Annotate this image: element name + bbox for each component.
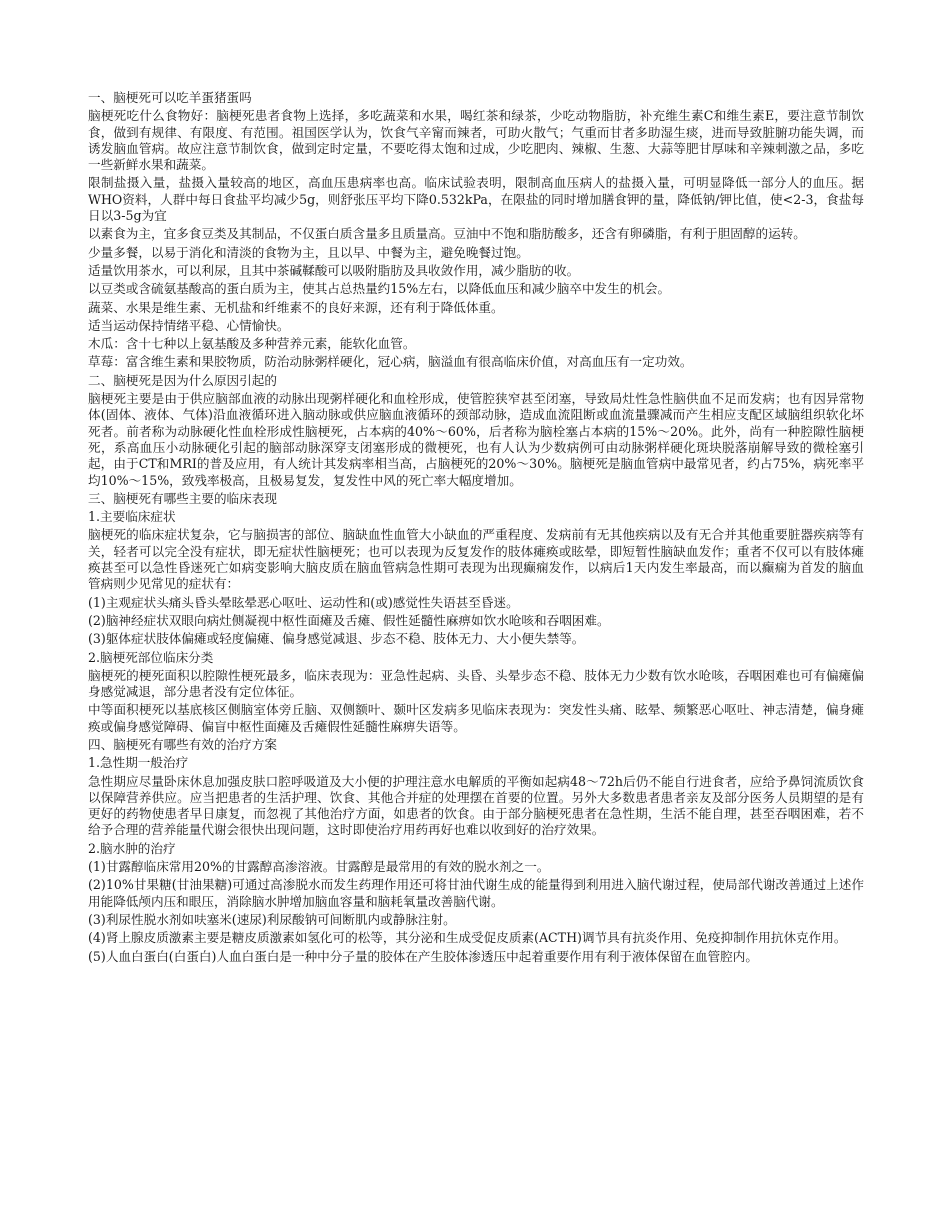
paragraph: (1)主观症状头痛头昏头晕眩晕恶心呕吐、运动性和(或)感觉性失语甚至昏迷。 [88, 594, 519, 610]
paragraph: 以素食为主，宜多食豆类及其制品，不仅蛋白质含量多且质量高。豆油中不饱和脂肪酸多，还含有卵磷脂，有利于胆固醇的运转。 [88, 226, 806, 242]
section-heading: 1.主要临床症状 [88, 509, 176, 525]
paragraph: 以豆类或含硫氨基酸高的蛋白质为主，使其占总热量约15%左右，以降低血压和减少脑卒中发生的机会。 [88, 281, 671, 297]
paragraph: 中等面积梗死以基底核区侧脑室体旁丘脑、双侧额叶、颞叶区发病多见临床表现为：突发性头痛、眩晕、频繁恶心呕吐、神志清楚，偏身瘫痪或偏身感觉障碍、偏盲中枢性面瘫及舌瘫假性延髓性麻痹失语等。 [88, 702, 864, 734]
paragraph: 脑梗死吃什么食物好：脑梗死患者食物上选择，多吃蔬菜和水果，喝红茶和绿茶，少吃动物脂肪，补充维生素C和维生素E，要注意节制饮食，做到有规律、有限度、有范围。祖国医学认为，饮食气辛甯而辣者，可助火散气；气重而甘者多助湿生痰，进而导致脏腑功能失调，而诱发脑血管病。故应注意节制饮食，做到定时定量，不要吃得太饱和过成，少吃肥肉、辣椒、生葱、大蒜等肥甘厚味和辛辣刺激之品，多吃一些新鲜水果和蔬菜。 [88, 108, 864, 173]
paragraph: 急性期应尽量卧床休息加强皮肤口腔呼吸道及大小便的护理注意水电解质的平衡如起病48～72h后仍不能自行进食者，应给予鼻饲流质饮食以保障营养供应。应当把患者的生活护理、饮食、其他合并症的处理摆在首要的位置。另外大多数患者患者亲友及部分医务人员期望的是有更好的药物使患者早日康复，而忽视了其他治疗方面，如患者的饮食。由于部分脑梗死患者在急性期，生活不能自理，甚至吞咽困难，若不给予合理的营养能量代谢会很快出现问题，这时即使治疗用药再好也难以收到好的治疗效果。 [88, 773, 864, 838]
paragraph: 脑梗死的临床症状复杂，它与脑损害的部位、脑缺血性血管大小缺血的严重程度、发病前有无其他疾病以及有无合并其他重要脏器疾病等有关，轻者可以完全没有症状，即无症状性脑梗死；也可以表现为反复发作的肢体瘫痪或眩晕，即短暂性脑缺血发作；重者不仅可以有肢体瘫痪甚至可以急性昏迷死亡如病变影响大脑皮质在脑血管病急性期可表现为出现癫痫发作，以病后1天内发生率最高，而以癫痫为首发的脑血管病则少见常见的症状有： [88, 527, 864, 592]
paragraph: 限制盐摄入量，盐摄入量较高的地区，高血压患病率也高。临床试验表明，限制高血压病人的盐摄入量，可明显降低一部分人的血压。据WHO资料，人群中每日食盐平均减少5g，则舒张压平均下降0.532kPa，在限盐的同时增加膳食钾的量，降低钠/钾比值，使<2-3，食盐每日以3-5g为宜 [88, 175, 864, 224]
paragraph: (2)10%甘果糖(甘油果糖)可通过高渗脱水而发生药理作用还可将甘油代谢生成的能量得到利用进入脑代谢过程，使局部代谢改善通过上述作用能降低颅内压和眼压，消除脑水肿增加脑血容量和脑耗氧量改善脑代谢。 [88, 877, 864, 909]
section-heading: 1.急性期一般治疗 [88, 755, 189, 771]
section-heading: 四、脑梗死有哪些有效的治疗方案 [88, 736, 277, 752]
section-heading: 三、脑梗死有哪些主要的临床表现 [88, 490, 277, 506]
section-heading: 一、脑梗死可以吃羊蛋猪蛋吗 [88, 90, 252, 105]
document-body [88, 90, 864, 967]
paragraph: 脑梗死主要是由于供应脑部血液的动脉出现粥样硬化和血栓形成，使管腔狭窄甚至闭塞，导致局灶性急性脑供血不足而发病；也有因异常物体(固体、液体、气体)沿血液循环进入脑动脉或供应脑血液循环的颈部动脉，造成血流阻断或血流量骤减而产生相应支配区域脑组织软化坏死者。前者称为动脉硬化性血栓形成性脑梗死，占本病的40%～60%，后者称为脑栓塞占本病的15%～20%。此外，尚有一种腔隙性脑梗死，系高血压小动脉硬化引起的脑部动脉深穿支闭塞形成的微梗死，也有人认为少数病例可由动脉粥样硬化斑块脱落崩解导致的微栓塞引起，由于CT和MRI的普及应用，有人统计其发病率相当高，占脑梗死的20%～30%。脑梗死是脑血管病中最常见者，约占75%，病死率平均10%～15%，致残率极高，且极易复发，复发性中风的死亡率大幅度增加。 [88, 391, 864, 488]
paragraph: 适量饮用茶水，可以利尿，且其中茶碱鞣酸可以吸附脂肪及具收敛作用，减少脂肪的收。 [88, 262, 580, 278]
section-heading: 2.脑梗死部位临床分类 [88, 649, 214, 665]
paragraph: 适当运动保持情绪平稳、心情愉快。 [88, 317, 290, 333]
paragraph: 脑梗死的梗死面积以腔隙性梗死最多，临床表现为：亚急性起病、头昏、头晕步态不稳、肢体无力少数有饮水呛咳，吞咽困难也可有偏瘫偏身感觉减退，部分患者没有定位体征。 [88, 667, 864, 700]
paragraph: (1)甘露醇临床常用20%的甘露醇高渗溶液。甘露醇是最常用的有效的脱水剂之一。 [88, 859, 550, 875]
paragraph: 木瓜：含十七种以上氨基酸及多种营养元素，能软化血管。 [88, 336, 416, 352]
paragraph: (5)人血白蛋白(白蛋白)人血白蛋白是一种中分子量的胶体在产生胶体渗透压中起着重要作用有利于液体保留在血管腔内。 [88, 948, 758, 964]
paragraph: (3)躯体症状肢体偏瘫或轻度偏瘫、偏身感觉减退、步态不稳、肢体无力、大小便失禁等。 [88, 631, 585, 647]
paragraph: (4)肾上腺皮质激素主要是糖皮质激素如氢化可的松等，其分泌和生成受促皮质素(ACTH)调节具有抗炎作用、免疫抑制作用抗休克作用。 [88, 930, 847, 946]
paragraph: 少量多餐，以易于消化和清淡的食物为主，且以早、中餐为主，避免晚餐过饱。 [88, 244, 529, 260]
section-heading: 二、脑梗死是因为什么原因引起的 [88, 372, 277, 388]
paragraph: (2)脑神经症状双眼向病灶侧凝视中枢性面瘫及舌瘫、假性延髓性麻痹如饮水呛咳和吞咽困难。 [88, 612, 610, 628]
paragraph: (3)利尿性脱水剂如呋塞米(速尿)利尿酸钠可间断肌内或静脉注射。 [88, 911, 456, 927]
paragraph: 蔬菜、水果是维生素、无机盐和纤维素不的良好来源，还有利于降低体重。 [88, 299, 504, 315]
paragraph: 草莓：富含维生素和果胶物质，防治动脉粥样硬化，冠心病，脑溢血有很高临床价值，对高血压有一定功效。 [88, 354, 693, 370]
section-heading: 2.脑水肿的治疗 [88, 840, 176, 856]
